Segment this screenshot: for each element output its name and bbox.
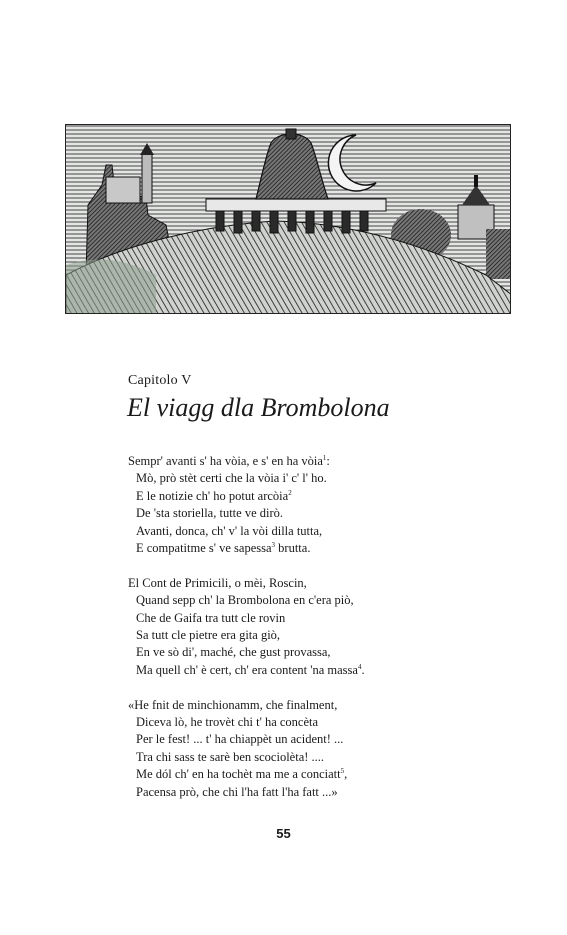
verse-line bbox=[128, 540, 365, 557]
verse-line bbox=[128, 644, 365, 661]
stanza bbox=[128, 697, 365, 801]
verse-tail: , bbox=[344, 767, 348, 782]
verse-line bbox=[128, 697, 365, 714]
verse-text: Che de Gaifa tra tutt cle rovin bbox=[136, 610, 286, 625]
verse-line bbox=[128, 505, 365, 522]
verse-line bbox=[128, 627, 365, 644]
verse-text: Tra chi sass te sarè ben scociolèta! .... bbox=[136, 749, 325, 764]
footnote-marker: 4 bbox=[357, 662, 362, 671]
stanza bbox=[128, 575, 365, 679]
verse-line bbox=[128, 731, 365, 748]
footnote-marker: 1 bbox=[322, 453, 327, 462]
verse-text: En ve sò di', maché, che gust provassa, bbox=[136, 645, 331, 660]
verse-line bbox=[128, 784, 365, 801]
verse-text: Diceva lò, he trovèt chi t' ha concèta bbox=[136, 715, 319, 730]
woodcut-illustration bbox=[65, 124, 511, 314]
verse-text: Sa tutt cle pietre era gita giò, bbox=[136, 628, 281, 643]
verse-tail: brutta. bbox=[275, 541, 311, 556]
verse-text: Sempr' avanti s' ha vòia, e s' en ha vòia bbox=[128, 454, 323, 468]
verse-text: De 'sta storiella, tutte ve dirò. bbox=[136, 506, 284, 521]
verse-line bbox=[128, 488, 365, 505]
page-number: 55 bbox=[276, 826, 291, 841]
verse-line bbox=[128, 662, 365, 679]
footnote-marker: 2 bbox=[288, 488, 292, 497]
verse-text: E le notizie ch' ho potut arcòia bbox=[136, 488, 289, 503]
verse-text: Me dól ch' en ha tochèt ma me a conciatt bbox=[136, 767, 341, 782]
verse-line bbox=[128, 714, 365, 731]
verse-text: Pacensa prò, che chi l'ha fatt l'ha fatt ...» bbox=[136, 784, 338, 799]
chapter-title: El viagg dla Brombolona bbox=[127, 393, 390, 422]
verse-tail: : bbox=[326, 454, 330, 468]
verse-text: Per le fest! ... t' ha chiappèt un acident! ... bbox=[136, 732, 344, 747]
chapter-label: Capitolo V bbox=[128, 373, 192, 388]
woodcut-landscape-image bbox=[66, 125, 511, 314]
verse-line bbox=[128, 453, 365, 470]
verse-tail: . bbox=[361, 662, 365, 677]
verse-text: E compatitme s' ve sapessa bbox=[136, 541, 272, 556]
stanza bbox=[128, 453, 365, 557]
verse-text: Mò, prò stèt certi che la vòia i' c' l' ho. bbox=[136, 471, 327, 486]
verse-line bbox=[128, 766, 365, 783]
poem bbox=[128, 453, 365, 818]
verse-text: Quand sepp ch' la Brombolona en c'era piò, bbox=[136, 593, 354, 608]
verse-text: «He fnit de minchionamm, che finalment, bbox=[128, 697, 338, 712]
verse-text: Ma quell ch' è cert, ch' era content 'na massa bbox=[136, 662, 358, 677]
verse-line bbox=[128, 610, 365, 627]
verse-line bbox=[128, 592, 365, 609]
footnote-marker: 3 bbox=[271, 540, 276, 549]
verse-line bbox=[128, 749, 365, 766]
verse-line bbox=[128, 523, 365, 540]
verse-text: Avanti, donca, ch' v' la vòi dilla tutta, bbox=[136, 523, 323, 538]
verse-text: El Cont de Primicili, o mèi, Roscin, bbox=[128, 575, 307, 590]
verse-line bbox=[128, 470, 365, 487]
footnote-marker: 5 bbox=[340, 767, 345, 776]
verse-line bbox=[128, 575, 365, 592]
